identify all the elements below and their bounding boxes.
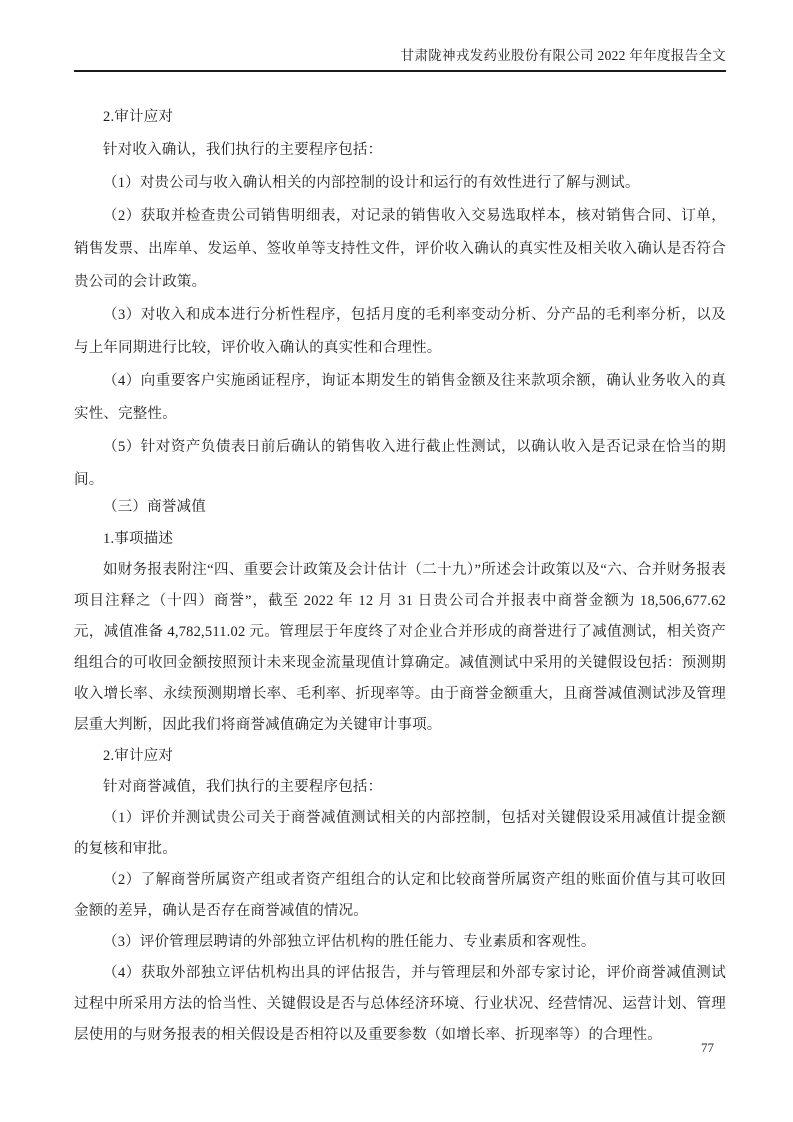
page-header bbox=[74, 46, 726, 72]
paragraph-revenue-procedure-2: （2）获取并检查贵公司销售明细表，对记录的销售收入交易选取样本，核对销售合同、订单，销售发票、出库单、发运单、签收单等支持性文件，评价收入确认的真实性及相关收入确认是否符合贵公司的会计政策。 bbox=[74, 208, 726, 290]
paragraph-revenue-procedure-4: （4）向重要客户实施函证程序，询证本期发生的销售金额及往来款项余额，确认业务收入的真实性、完整性。 bbox=[74, 373, 726, 422]
header-title: 甘肃陇神戎发药业股份有限公司 2022 年年度报告全文 bbox=[400, 48, 726, 63]
paragraph-goodwill-procedure-1: （1）评价并测试贵公司关于商誉减值测试相关的内部控制，包括对关键假设采用减值计提金额的复核和审批。 bbox=[74, 810, 726, 857]
paragraph-goodwill-procedures-intro: 针对商誉减值，我们执行的主要程序包括： bbox=[103, 779, 383, 795]
document-body bbox=[74, 101, 726, 1051]
paragraph-goodwill-procedure-2: （2）了解商誉所属资产组或者资产组组合的认定和比较商誉所属资产组的账面价值与其可收回金额的差异，确认是否存在商誉减值的情况。 bbox=[74, 872, 726, 919]
paragraph-revenue-procedures-intro: 针对收入确认，我们执行的主要程序包括： bbox=[103, 142, 383, 158]
paragraph-revenue-procedure-1: （1）对贵公司与收入确认相关的内部控制的设计和运行的有效性进行了解与测试。 bbox=[103, 175, 640, 191]
paragraph-revenue-procedure-5: （5）针对资产负债表日前后确认的销售收入进行截止性测试，以确认收入是否记录在恰当的期间。 bbox=[74, 439, 726, 488]
paragraph-revenue-procedure-3: （3）对收入和成本进行分析性程序，包括月度的毛利率变动分析、分产品的毛利率分析，以及与上年同期进行比较，评价收入确认的真实性和合理性。 bbox=[74, 307, 726, 356]
page-number: 77 bbox=[701, 1040, 714, 1055]
paragraph-goodwill-description: 如财务报表附注“四、重要会计政策及会计估计（二十九）”所述会计政策以及“六、合并财务报表项目注释之（十四）商誉”，截至 2022 年 12 月 31 日贵公司合并报表中商誉金额为 18,506,677.62 元，减值准备 4,782,511.02 元。管理层于年度终了对企业合并形成的商誉进行了减值测试，相关资产组组合的可收回金额按照预计未来现金流量现值计算确定。减值测试中采用的关键假设包括：预测期收入增长率、永续预测期增长率、毛利率、折现率等。由于商誉金额重大，且商誉减值测试涉及管理层重大判断，因此我们将商誉减值确定为关键审计事项。 bbox=[74, 562, 726, 733]
paragraph-matter-description-heading: 1.事项描述 bbox=[103, 531, 174, 547]
paragraph-audit-response-heading: 2.审计应对 bbox=[103, 109, 174, 125]
paragraph-goodwill-audit-response-heading: 2.审计应对 bbox=[103, 748, 174, 764]
paragraph-goodwill-procedure-4: （4）获取外部独立评估机构出具的评估报告，并与管理层和外部专家讨论，评价商誉减值测试过程中所采用方法的恰当性、关键假设是否与总体经济环境、行业状况、经营情况、运营计划、管理层使用的与财务报表的相关假设是否相符以及重要参数（如增长率、折现率等）的合理性。 bbox=[74, 965, 726, 1043]
paragraph-goodwill-procedure-3: （3）评价管理层聘请的外部独立评估机构的胜任能力、专业素质和客观性。 bbox=[103, 934, 596, 950]
paragraph-goodwill-section-heading: （三）商誉减值 bbox=[103, 499, 206, 515]
